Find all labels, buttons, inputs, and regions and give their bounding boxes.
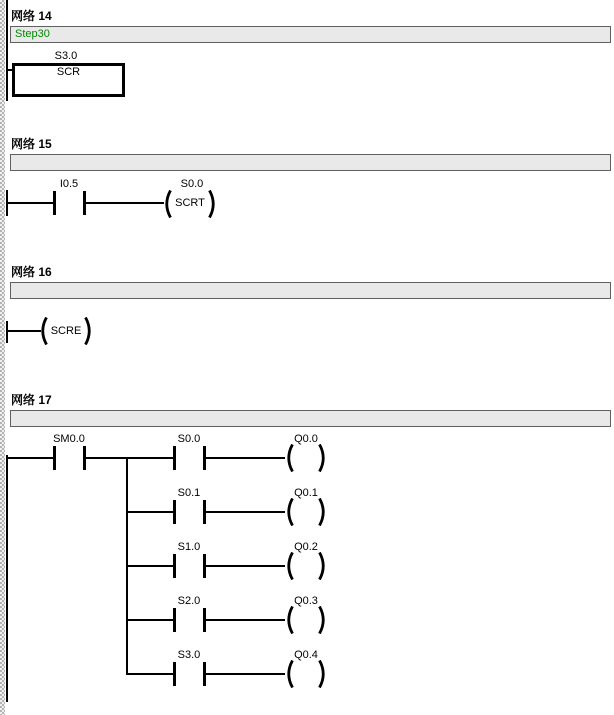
output-coil-symbol[interactable] xyxy=(284,606,328,634)
wire-h xyxy=(126,511,173,513)
wire-h xyxy=(206,673,285,675)
operand-label[interactable]: Q0.3 xyxy=(294,595,318,607)
coil-parens-icon xyxy=(284,606,328,634)
wire-h xyxy=(86,457,173,459)
network-comment-bar-16[interactable] xyxy=(10,282,611,299)
wire-h xyxy=(126,619,173,621)
wire-h xyxy=(206,457,285,459)
editor-left-margin xyxy=(0,0,5,715)
network-comment-bar-15[interactable] xyxy=(10,154,611,171)
output-coil-symbol[interactable] xyxy=(284,660,328,688)
contact-left-bar[interactable] xyxy=(173,662,176,686)
coil-mnemonic: SCRE xyxy=(50,325,82,337)
output-coil-symbol[interactable] xyxy=(284,444,328,472)
wire-h xyxy=(86,202,164,204)
network-comment-bar-14[interactable]: Step30 xyxy=(10,26,611,43)
operand-label[interactable]: Q0.0 xyxy=(294,433,318,445)
wire-h xyxy=(8,457,53,459)
operand-label[interactable]: Q0.4 xyxy=(294,649,318,661)
contact-left-bar[interactable] xyxy=(173,554,176,578)
coil-parens-icon xyxy=(284,498,328,526)
wire-h xyxy=(126,565,173,567)
contact-left-bar[interactable] xyxy=(173,608,176,632)
wire-h xyxy=(126,673,173,675)
wire-h xyxy=(8,330,41,332)
coil-parens-icon xyxy=(284,552,328,580)
power-rail-network-14 xyxy=(6,0,8,101)
output-coil-symbol[interactable] xyxy=(284,498,328,526)
power-rail-network-16 xyxy=(6,321,8,343)
network-title-16[interactable]: 网络 16 xyxy=(11,265,52,279)
operand-label[interactable]: S0.0 xyxy=(177,433,201,445)
contact-left-bar[interactable] xyxy=(173,500,176,524)
wire-h xyxy=(8,202,53,204)
network-title-14[interactable]: 网络 14 xyxy=(11,9,52,23)
operand-label[interactable]: S1.0 xyxy=(177,541,201,553)
network-comment-bar-17[interactable] xyxy=(10,410,611,427)
wire-h xyxy=(206,511,285,513)
operand-label[interactable]: Q0.1 xyxy=(294,487,318,499)
coil-parens-icon xyxy=(284,660,328,688)
network-title-15[interactable]: 网络 15 xyxy=(11,137,52,151)
contact-left-bar[interactable] xyxy=(53,191,56,215)
box-mnemonic: SCR xyxy=(56,66,81,78)
coil-parens-icon xyxy=(284,444,328,472)
operand-label[interactable]: S0.0 xyxy=(180,178,204,190)
operand-label[interactable]: S3.0 xyxy=(177,649,201,661)
operand-label[interactable]: S0.1 xyxy=(177,487,201,499)
output-coil-symbol[interactable] xyxy=(284,552,328,580)
contact-left-bar[interactable] xyxy=(173,446,176,470)
wire-h xyxy=(206,565,285,567)
operand-label[interactable]: I0.5 xyxy=(59,178,79,190)
power-rail-network-17 xyxy=(6,455,8,702)
wire-h xyxy=(206,619,285,621)
operand-label[interactable]: S3.0 xyxy=(54,50,78,62)
operand-label[interactable]: SM0.0 xyxy=(53,433,85,445)
operand-label[interactable]: S2.0 xyxy=(177,595,201,607)
contact-left-bar[interactable] xyxy=(53,446,56,470)
network-title-17[interactable]: 网络 17 xyxy=(11,393,52,407)
operand-label[interactable]: Q0.2 xyxy=(294,541,318,553)
coil-mnemonic: SCRT xyxy=(175,197,205,209)
